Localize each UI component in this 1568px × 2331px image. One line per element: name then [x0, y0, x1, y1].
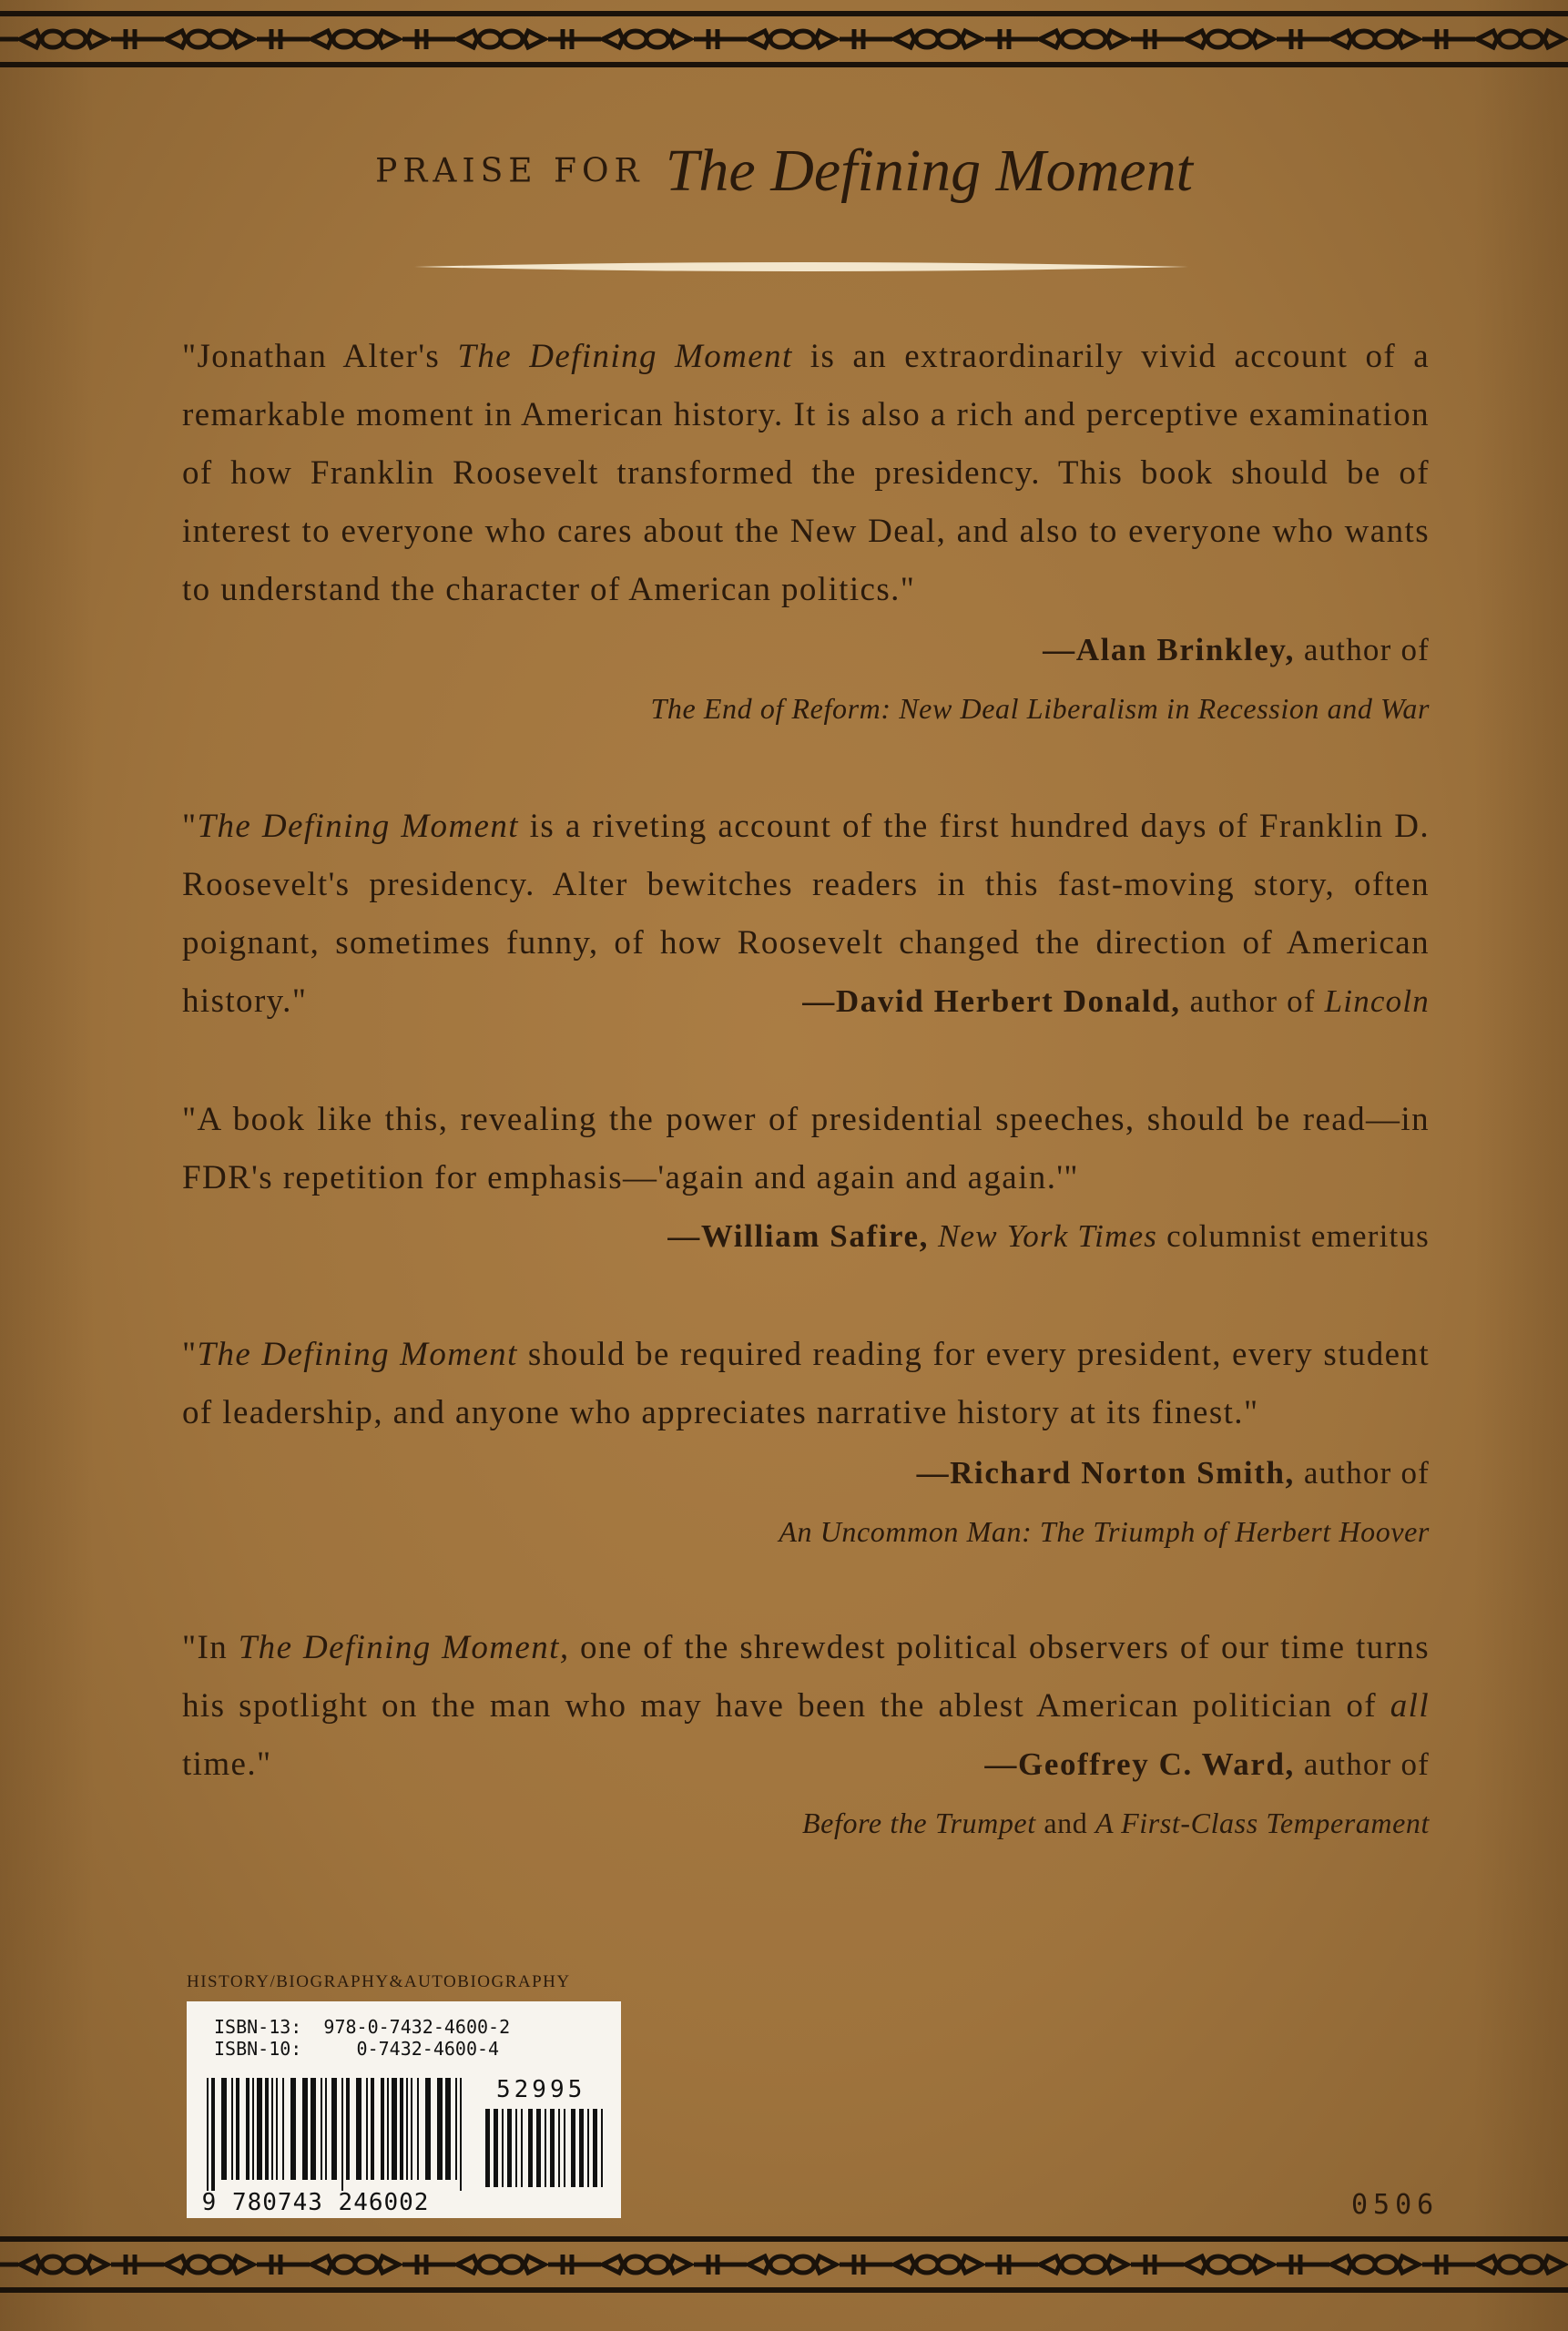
heading-swash-rule: [414, 260, 1188, 273]
praise-for-label: PRAISE FOR: [375, 152, 645, 190]
addon-bar: [579, 2109, 584, 2187]
barcode-bar: [387, 2078, 389, 2180]
barcode-bar: [331, 2078, 337, 2180]
barcode-bar: [311, 2078, 316, 2180]
attribution-book-smith: An Uncommon Man: The Triumph of Herbert Hoover: [779, 1515, 1430, 1548]
barcode-bar: [371, 2078, 374, 2180]
barcode-bar: [325, 2078, 327, 2180]
price-code: 52995: [496, 2076, 586, 2103]
decorative-border-bottom: [0, 2234, 1568, 2295]
addon-bar: [502, 2109, 504, 2187]
attribution-brinkley: —Alan Brinkley, author of: [1043, 632, 1430, 667]
barcode-panel: [187, 2001, 621, 2218]
book-title-italic: The Defining Moment,: [238, 1629, 570, 1666]
attribution-ward: —Geoffrey C. Ward, author of: [984, 1746, 1430, 1782]
barcode-digits: 9 780743 246002: [201, 2189, 430, 2216]
addon-bar: [515, 2109, 517, 2187]
author-name: —Richard Norton Smith,: [916, 1455, 1295, 1491]
barcode-bar: [437, 2078, 443, 2180]
barcode-bar: [445, 2078, 451, 2180]
quote-ward: "In The Defining Moment, one of the shrewdest political observers of our time turns his spotlight on the man who may have been the ablest American politician of all time.": [182, 1629, 1430, 1783]
decorative-border-top: [0, 9, 1568, 69]
barcode-bar: [460, 2078, 462, 2191]
quote-safire: "A book like this, revealing the power of presidential speeches, should be read—in FDR's repetition for emphasis—'again and again and again.'": [182, 1101, 1430, 1196]
quote-donald: "The Defining Moment is a riveting account of the first hundred days of Franklin D. Roosevelt's presidency. Alter bewitches readers in this fast-moving story, often poignant, sometimes funny, of how Roosevelt changed the direction of American history.": [182, 808, 1430, 1020]
barcode-bar: [356, 2078, 361, 2180]
isbn10-line: ISBN-10: 0-7432-4600-4: [214, 2038, 500, 2060]
addon-bar: [571, 2109, 575, 2187]
addon-bar: [528, 2109, 533, 2187]
addon-bar: [587, 2109, 589, 2187]
addon-bar: [601, 2109, 603, 2187]
addon-bar: [558, 2109, 560, 2187]
barcode-bar: [366, 2078, 368, 2180]
addon-bar: [521, 2109, 523, 2187]
addon-bar: [550, 2109, 555, 2187]
author-name: —David Herbert Donald,: [802, 983, 1181, 1019]
barcode-bar: [400, 2078, 403, 2180]
barcode-bars: [187, 2001, 621, 2218]
barcode-bar: [290, 2078, 296, 2180]
barcode-bar: [392, 2078, 397, 2180]
addon-bar: [593, 2109, 597, 2187]
barcode-bar: [252, 2078, 254, 2180]
barcode-bar: [236, 2078, 239, 2180]
book-title-italic: The Defining Moment: [197, 1336, 518, 1373]
ornament-border-svg: [0, 2234, 1568, 2295]
barcode-bar: [406, 2078, 408, 2180]
author-name: —William Safire,: [667, 1218, 930, 1254]
addon-bar: [545, 2109, 546, 2187]
addon-bar: [564, 2109, 565, 2187]
barcode-bar: [341, 2078, 343, 2191]
quote-brinkley: "Jonathan Alter's The Defining Moment is an extraordinarily vivid account of a remarkable moment in American history. It is also a rich and perceptive examination of how Franklin Roosevelt transformed the presidency. This book should be of interest to everyone who cares about the New Deal, and also to everyone who wants to understand the character of American politics.": [182, 338, 1431, 608]
addon-bar: [507, 2109, 512, 2187]
addon-bar: [494, 2109, 498, 2187]
barcode-bar: [282, 2078, 284, 2180]
heading-book-title: The Defining Moment: [665, 137, 1193, 204]
quote-smith: "The Defining Moment should be required reading for every president, every student of leadership, and anyone who appreciates narrative history at its finest.": [182, 1336, 1431, 1431]
barcode-bar: [246, 2078, 249, 2180]
barcode-bar: [455, 2078, 457, 2180]
category-label: HISTORY/BIOGRAPHY&AUTOBIOGRAPHY: [187, 1972, 571, 1991]
barcode-bar: [321, 2078, 322, 2180]
barcode-bar: [271, 2078, 273, 2180]
attribution-safire: —William Safire, New York Times columnist emeritus: [667, 1218, 1430, 1254]
attribution-books-ward: Before the Trumpet and A First-Class Temperament: [802, 1807, 1430, 1839]
barcode-bar: [302, 2078, 308, 2180]
barcode-bar: [381, 2078, 384, 2180]
isbn13-line: ISBN-13: 978-0-7432-4600-2: [214, 2016, 511, 2038]
barcode-bar: [346, 2078, 350, 2180]
barcode-bar: [425, 2078, 431, 2180]
author-name: —Alan Brinkley,: [1043, 632, 1295, 667]
barcode-bar: [276, 2078, 278, 2180]
barcode-bar: [417, 2078, 419, 2180]
addon-bar: [536, 2109, 541, 2187]
attribution-smith: —Richard Norton Smith, author of: [916, 1455, 1430, 1491]
book-title-italic: The Defining Moment: [197, 808, 519, 845]
ornament-border-svg: [0, 9, 1568, 69]
barcode-bar: [265, 2078, 269, 2180]
praise-heading: [0, 137, 1568, 206]
barcode-bar: [221, 2078, 227, 2180]
book-title-italic: The Defining Moment: [457, 338, 793, 375]
attribution-book-brinkley: The End of Reform: New Deal Liberalism in Recession and War: [650, 692, 1430, 725]
barcode-bar: [257, 2078, 262, 2180]
print-code: 0506: [1351, 2189, 1440, 2221]
barcode-bar: [211, 2078, 215, 2191]
barcode-bar: [411, 2078, 412, 2180]
author-name: —Geoffrey C. Ward,: [984, 1746, 1295, 1782]
attribution-donald: —David Herbert Donald, author of Lincoln: [802, 983, 1430, 1019]
barcode-bar: [207, 2078, 209, 2191]
addon-bar: [485, 2109, 490, 2187]
barcode-bar: [231, 2078, 233, 2180]
